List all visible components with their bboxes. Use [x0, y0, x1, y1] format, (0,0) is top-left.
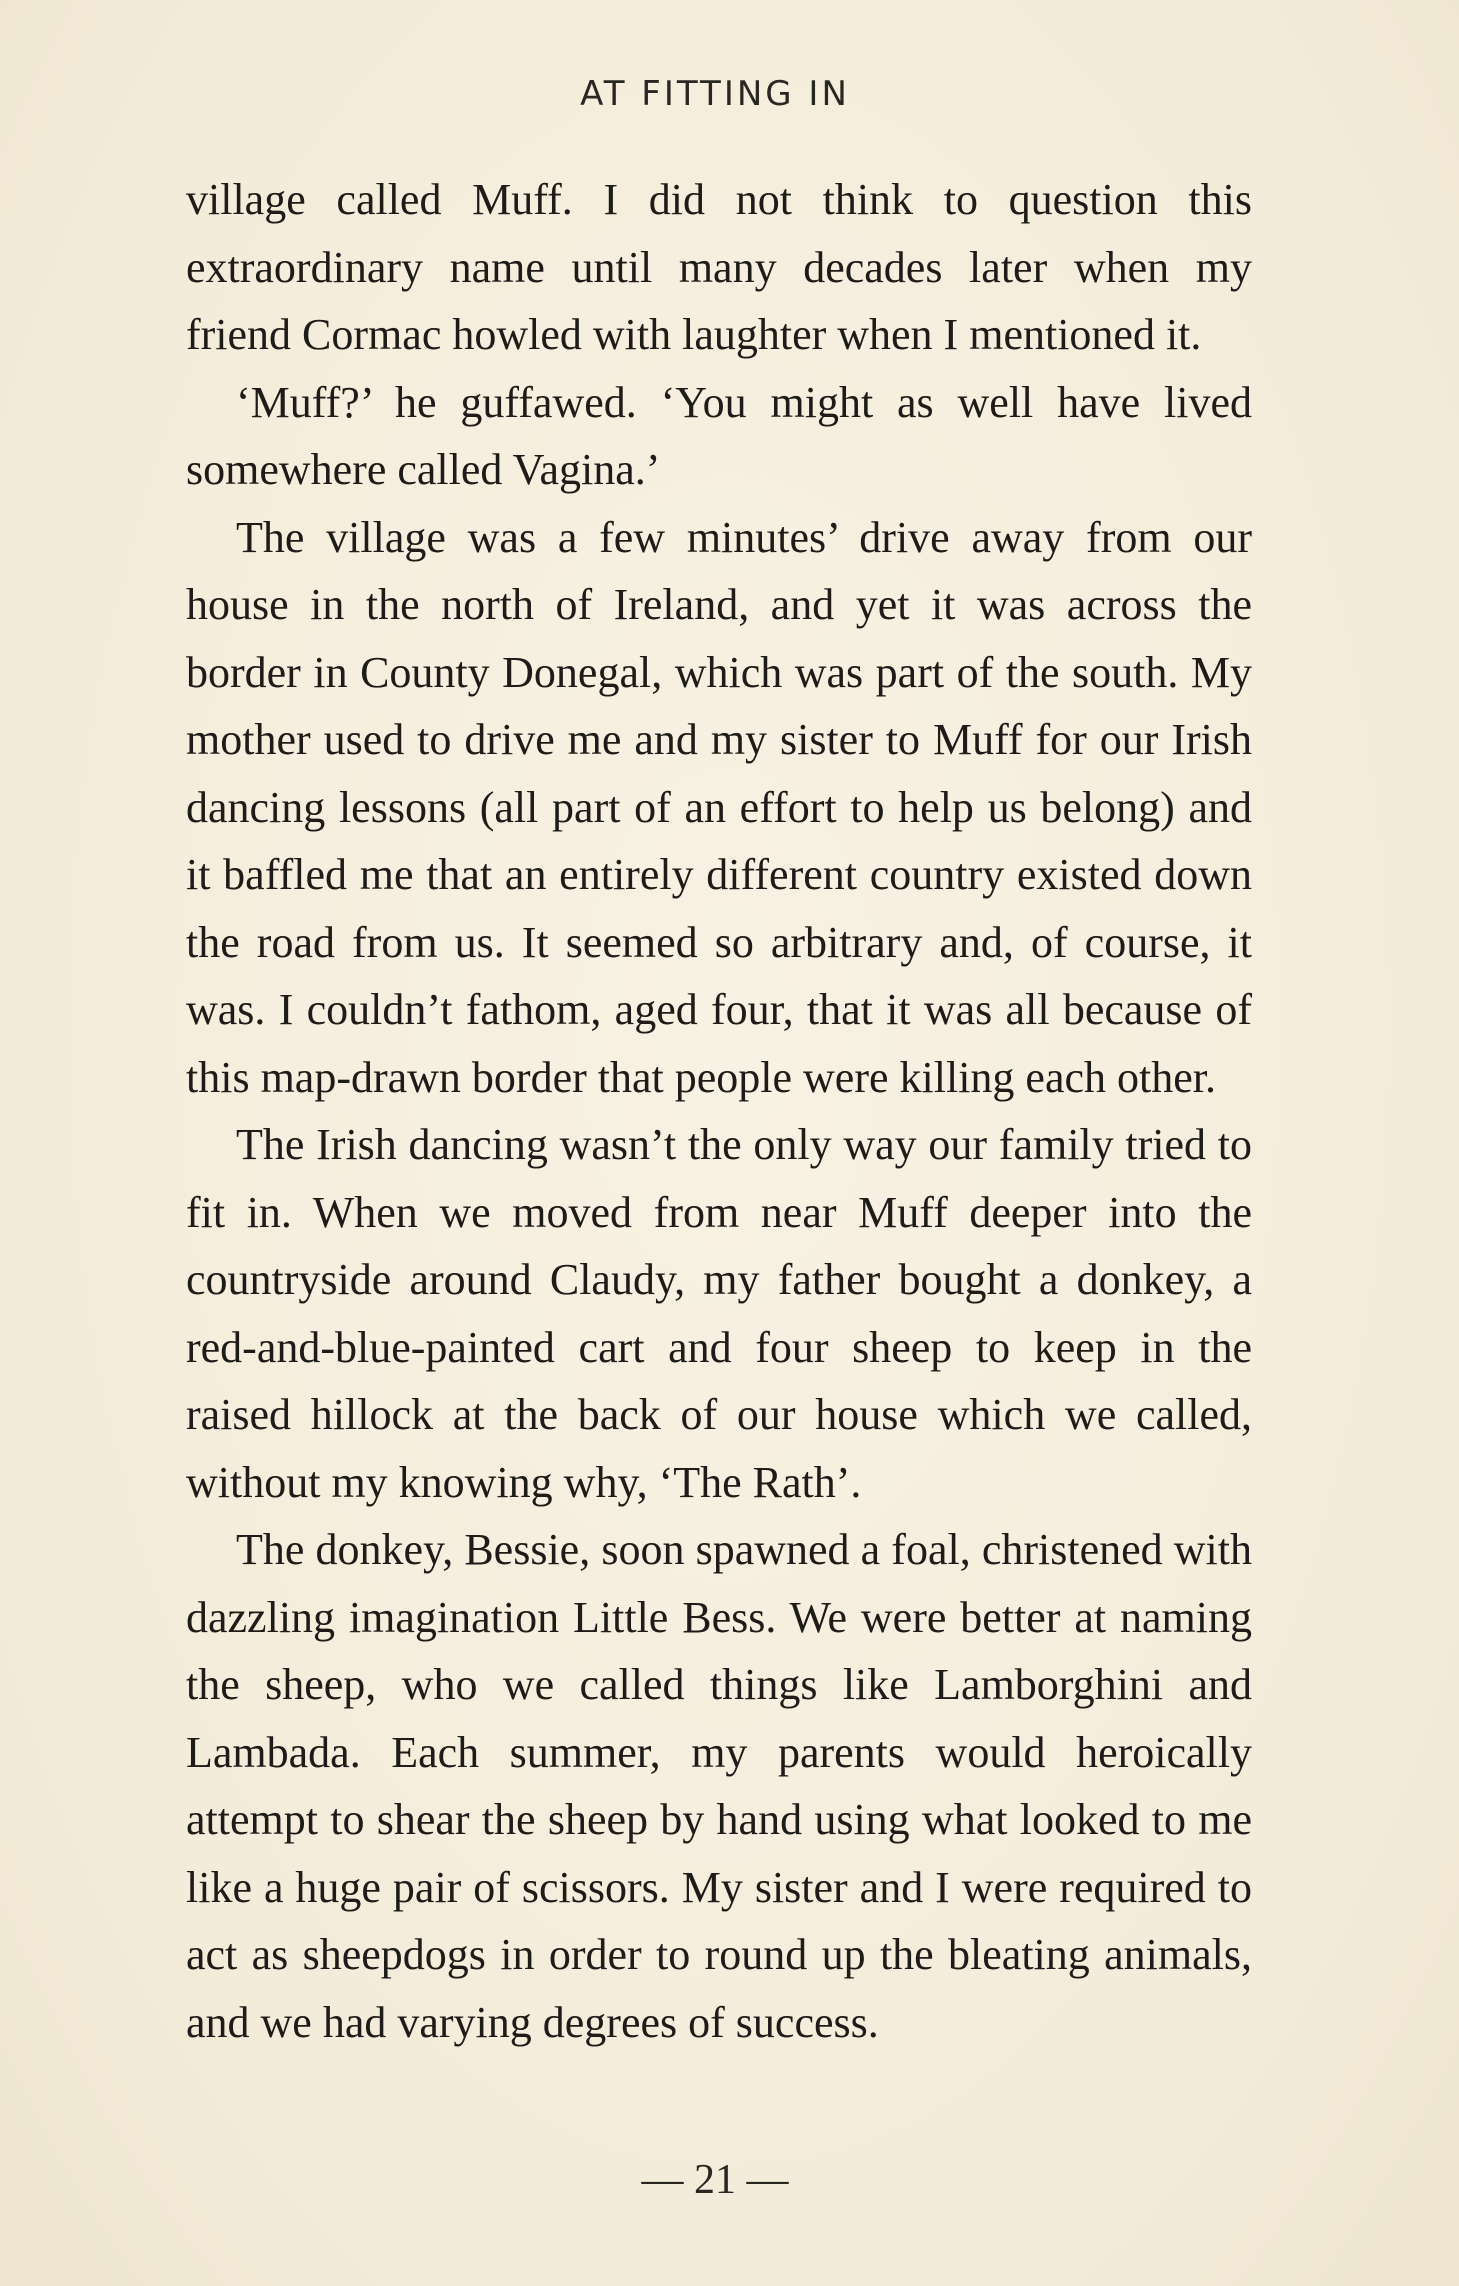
page-number: — 21 — — [641, 2157, 789, 2203]
paragraph: The donkey, Bessie, soon spawned a foal, christened with dazzling imagination Little Bess. We were better at naming the sheep, who we called things like Lamborghini and Lambada. Each summer, my parents would heroically attempt to shear the sheep by hand using what looked to me like a huge pair of scissors. My sister and I were required to act as sheepdogs in order to round up the bleating animals, and we had varying degrees of success. — [186, 1525, 1252, 2047]
body-text — [186, 166, 1252, 2056]
paragraph: village called Muff. I did not think to question this extraordinary name until many decades later when my friend Cormac howled with laughter when I mentioned it. — [186, 175, 1252, 359]
paragraph: The village was a few minutes’ drive away from our house in the north of Ireland, and yet it was across the border in County Donegal, which was part of the south. My mother used to drive me and my sister to Muff for our Irish dancing lessons (all part of an effort to help us belong) and it baffled me that an entirely different country existed down the road from us. It seemed so arbitrary and, of course, it was. I couldn’t fathom, aged four, that it was all because of this map-drawn border that people were killing each other. — [186, 512, 1252, 1102]
paragraph: The Irish dancing wasn’t the only way our family tried to fit in. When we moved from near Muff deeper into the countryside around Claudy, my father bought a donkey, a red-and-blue-painted cart and four sheep to keep in the raised hillock at the back of our house which we called, without my knowing why, ‘The Rath’. — [186, 1120, 1252, 1507]
paragraph: ‘Muff?’ he guffawed. ‘You might as well have lived somewhere called Vagina.’ — [186, 377, 1252, 494]
running-head: AT FITTING IN — [580, 74, 850, 114]
